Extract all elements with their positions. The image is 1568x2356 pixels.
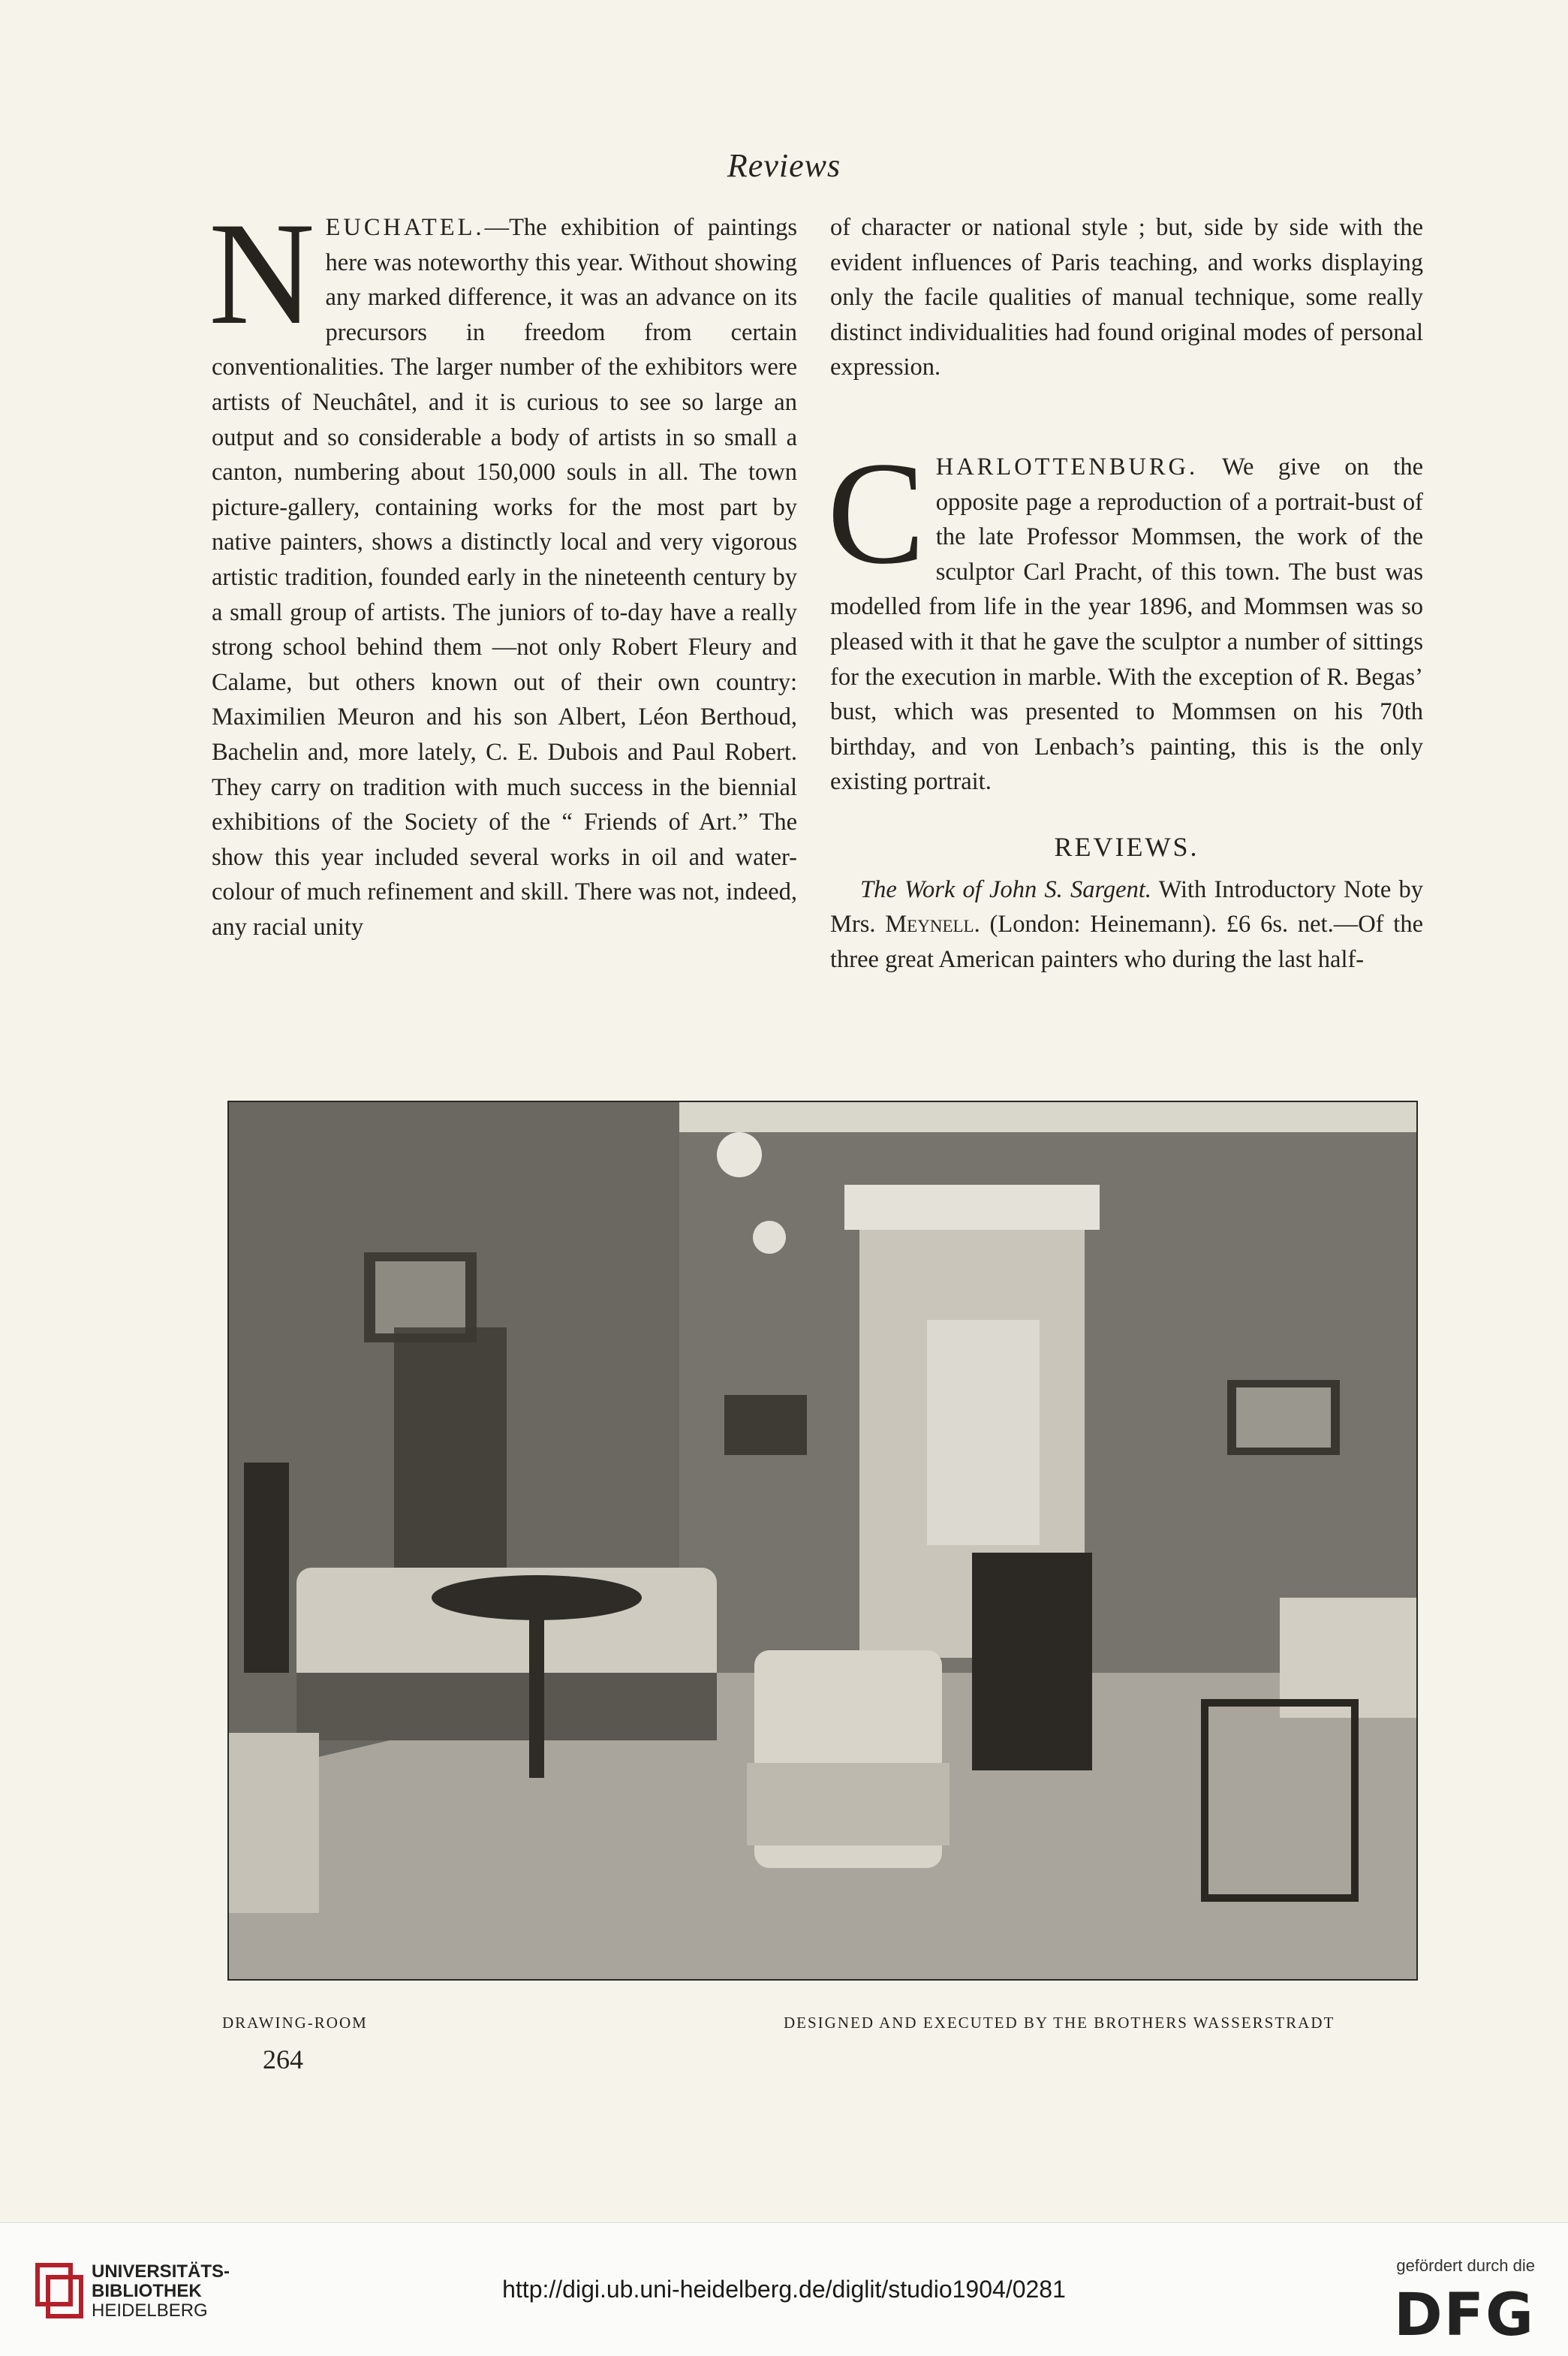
review-title: The Work of John S. Sargent. (860, 875, 1151, 903)
charlottenburg-paragraph (827, 431, 1423, 800)
dfg-logo: DFG (1393, 2282, 1535, 2349)
dropcap-c: C (827, 431, 925, 595)
review-text-1: With Introductory Note by Mrs. (830, 875, 1424, 938)
library-line-3: HEIDELBERG (92, 2300, 208, 2321)
review-author: Meynell (885, 911, 974, 938)
review-text-2: . (London: Heinemann). £6 6s. net.—Of the three great American painters who during the last half- (830, 911, 1423, 973)
library-line-2: BIBLIOTHEK (92, 2281, 202, 2301)
left-column (209, 192, 797, 945)
photo-caption-right: DESIGNED AND EXECUTED BY THE BROTHERS WASSERSTRADT (784, 2014, 1335, 2032)
continuation-paragraph: of character or national style ; but, side by side with the evident influences of Paris teaching, and works displaying only the facile qualities of manual technique, some really distinct individualities had found original modes of personal expression. (830, 214, 1423, 381)
neuchatel-text: —The exhibition of paintings here was noteworthy this year. Without showing any marked difference, it was an advance on its precursors in freedom from certain conventionalities. The larger number of the exhibitors were artists of Neuchâtel, and it is curious to see so large an output and so considerable a body of artists in so small a canton, numbering about 150,000 souls in all. The town picture-gallery, containing works for the most part by native painters, shows a distinctly local and very vigorous artistic tradition, founded early in the nineteenth century by a small group of artists. The juniors of to-day have a really strong school behind them —not only Robert Fleury and Calame, but others known out of their own country: Maximilien Meuron and his son Albert, Léon Berthoud, Bachelin and, more lately, C. E. Dubois and Paul Robert. They carry on tradition with much success in the biennial exhibitions of the Society of the “ Friends of Art.” The show this year included several works in oil and water-colour of much refinement and skill. There was not, indeed, any racial unity (212, 214, 797, 941)
page-number: 264 (263, 2044, 303, 2074)
neuchatel-paragraph (209, 192, 797, 945)
photo-caption-left: DRAWING-ROOM (222, 2014, 368, 2032)
drawing-room-illustration (229, 1102, 1416, 1979)
review-paragraph (830, 872, 1423, 978)
lead-neuchatel: EUCHATEL. (325, 214, 485, 241)
reviews-heading: REVIEWS. (1054, 831, 1199, 862)
charlottenburg-text: We give on the opposite page a reproduction of a portrait-bust of the late Professor Mommsen, the work of the sculptor Carl Pracht, of this town. The bust was modelled from life in the year 1896, and Mommsen was so pleased with it that he gave the sculptor a number of sittings for the execution in marble. With the exception of R. Begas’ bust, which was presented to Mommsen on his 70th birthday, and von Lenbach’s painting, this is the only existing portrait. (830, 453, 1423, 796)
dropcap-n: N (209, 192, 315, 355)
library-line-1: UNIVERSITÄTS- (92, 2261, 230, 2282)
source-url-link[interactable]: http://digi.ub.uni-heidelberg.de/diglit/studio1904/0281 (502, 2276, 1066, 2303)
right-column (827, 210, 1424, 977)
running-head: Reviews (727, 147, 841, 184)
footer (0, 2222, 1568, 2356)
lead-charlottenburg: HARLOTTENBURG. (935, 453, 1199, 481)
funded-by-label: gefördert durch die (1396, 2256, 1535, 2275)
drawing-room-photo (227, 1101, 1418, 1981)
